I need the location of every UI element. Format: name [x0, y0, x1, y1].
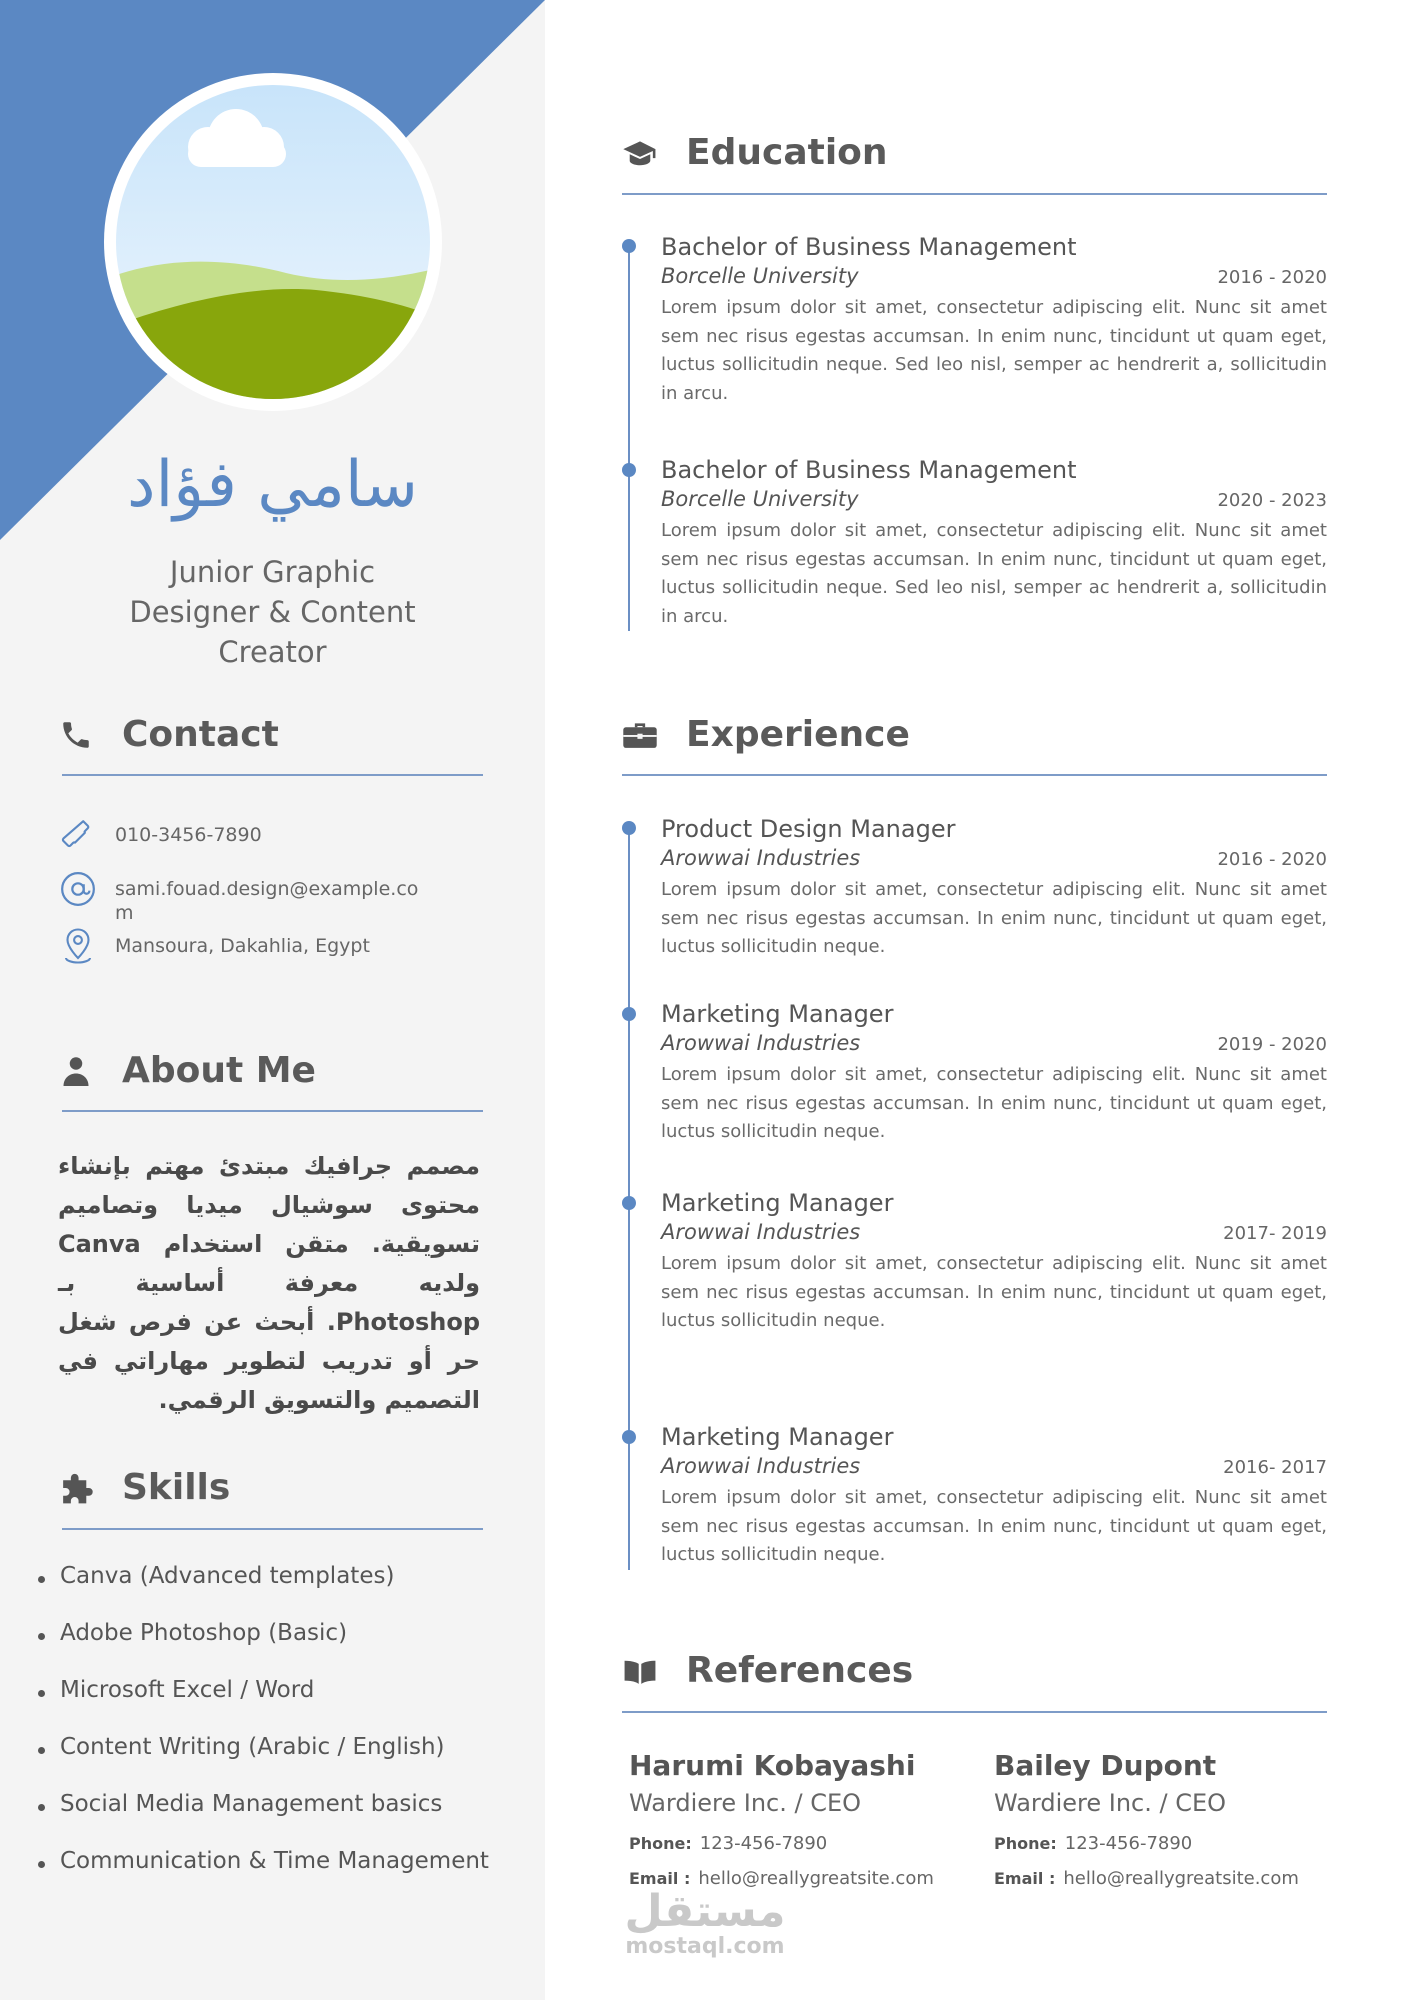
experience-entry: Marketing Manager Arowwai Industries 2017- 2019 Lorem ipsum dolor sit amet, consectetur adipiscing elit. Nunc sit amet sem nec risus egestas accumsan. In enim nunc, tincidunt ut quam eget, luctus sollicitudin neque. — [661, 1189, 1327, 1331]
job-title: Junior Graphic Designer & Content Creator — [129, 555, 416, 669]
about-text: مصمم جرافيك مبتدئ مهتم بإنشاء محتوى سوشيال ميديا وتصاميم تسويقية. متقن استخدام Canva ولديه معرفة أساسية بـ Photoshop. أبحث عن فرص شغل حر أو تدريب لتطوير مهاراتي في التصميم والتسويق الرقمي. — [58, 1152, 480, 1414]
phone-outline-icon — [58, 815, 98, 855]
timeline-dot — [622, 1430, 636, 1444]
briefcase-icon — [622, 717, 658, 753]
experience-heading: Experience — [622, 714, 910, 755]
contact-email: sami.fouad.design@example.com — [58, 869, 425, 925]
profile-name: سامي فؤاد — [126, 448, 419, 522]
timeline-dot — [622, 1007, 636, 1021]
references-heading: References — [622, 1650, 913, 1691]
education-rule — [622, 193, 1327, 195]
list-item: Canva (Advanced templates) — [38, 1563, 489, 1620]
experience-entry: Marketing Manager Arowwai Industries 2019 - 2020 Lorem ipsum dolor sit amet, consectetur adipiscing elit. Nunc sit amet sem nec risus egestas accumsan. In enim nunc, tincidunt ut quam eget, luctus sollicitudin neque. — [661, 1000, 1327, 1142]
about-heading: About Me — [58, 1050, 316, 1091]
timeline-dot — [622, 463, 636, 477]
references-rule — [622, 1711, 1327, 1713]
education-timeline — [628, 245, 630, 631]
list-item: Adobe Photoshop (Basic) — [38, 1620, 489, 1677]
list-item: Microsoft Excel / Word — [38, 1677, 489, 1734]
timeline-dot — [622, 1196, 636, 1210]
experience-rule — [622, 774, 1327, 776]
list-item: Content Writing (Arabic / English) — [38, 1734, 489, 1791]
skills-rule — [62, 1528, 483, 1530]
contact-phone: 010-3456-7890 — [58, 815, 425, 855]
list-item: Social Media Management basics — [38, 1791, 489, 1848]
skills-heading: Skills — [58, 1467, 230, 1508]
avatar-placeholder-image — [116, 85, 430, 399]
contact-heading: Contact — [58, 714, 279, 755]
list-item: Communication & Time Management — [38, 1848, 489, 1905]
experience-entry: Product Design Manager Arowwai Industries 2016 - 2020 Lorem ipsum dolor sit amet, consectetur adipiscing elit. Nunc sit amet sem nec risus egestas accumsan. In enim nunc, tincidunt ut quam eget, luctus sollicitudin neque. — [661, 815, 1327, 957]
user-icon — [58, 1053, 94, 1089]
education-entry: Bachelor of Business Management Borcelle University 2020 - 2023 Lorem ipsum dolor sit amet, consectetur adipiscing elit. Nunc sit amet sem nec risus egestas accumsan. In enim nunc, tincidunt ut quam eget, luctus sollicitudin neque. Sed leo nisl, semper ac hendrerit a, sollicitudin in arcu. — [661, 456, 1327, 627]
contact-address: Mansoura, Dakahlia, Egypt — [58, 926, 425, 966]
at-icon — [58, 869, 98, 909]
timeline-dot — [622, 239, 636, 253]
book-icon — [622, 1653, 658, 1689]
skills-list — [38, 1563, 489, 1905]
sidebar — [0, 0, 545, 2000]
reference-card: Bailey Dupont Wardiere Inc. / CEO Phone: 123-456-7890 Email : hello@reallygreatsite.com — [994, 1749, 1299, 1889]
location-pin-icon — [58, 926, 98, 966]
watermark: مستقل mostaql.com — [624, 1886, 786, 1959]
education-entry: Bachelor of Business Management Borcelle University 2016 - 2020 Lorem ipsum dolor sit amet, consectetur adipiscing elit. Nunc sit amet sem nec risus egestas accumsan. In enim nunc, tincidunt ut quam eget, luctus sollicitudin neque. Sed leo nisl, semper ac hendrerit a, sollicitudin in arcu. — [661, 233, 1327, 404]
reference-card: Harumi Kobayashi Wardiere Inc. / CEO Phone: 123-456-7890 Email : hello@reallygreatsite.com — [629, 1749, 934, 1889]
about-rule — [62, 1110, 483, 1112]
puzzle-icon — [58, 1470, 94, 1506]
experience-entry: Marketing Manager Arowwai Industries 2016- 2017 Lorem ipsum dolor sit amet, consectetur adipiscing elit. Nunc sit amet sem nec risus egestas accumsan. In enim nunc, tincidunt ut quam eget, luctus sollicitudin neque. — [661, 1423, 1327, 1565]
phone-icon — [58, 717, 94, 753]
avatar — [104, 73, 442, 411]
timeline-dot — [622, 821, 636, 835]
education-heading: Education — [622, 132, 888, 173]
graduation-cap-icon — [622, 135, 658, 171]
contact-rule — [62, 774, 483, 776]
